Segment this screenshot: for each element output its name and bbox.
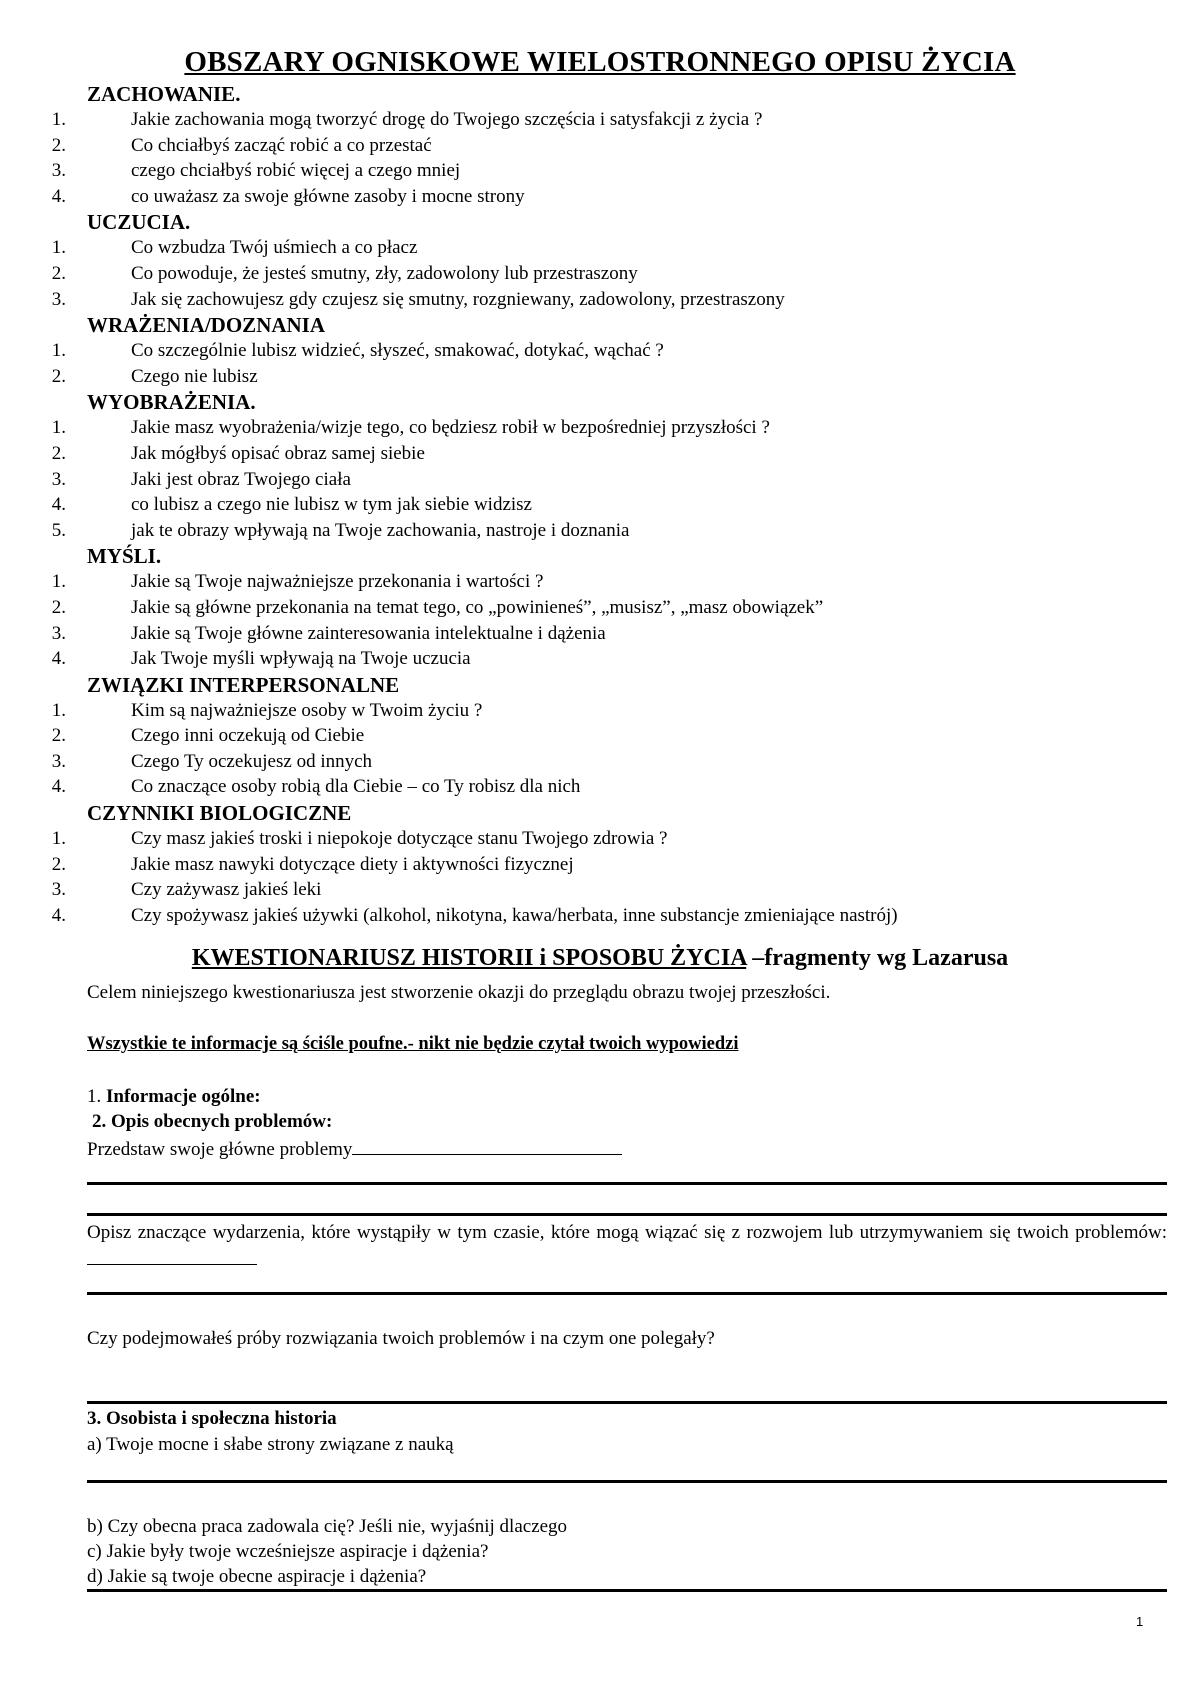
section-heading: UCZUCIA. [87, 210, 191, 235]
questionnaire-title-main: KWESTIONARIUSZ HISTORII i SPOSOBU ŻYCIA [191, 945, 747, 971]
list-item [0, 774, 1200, 800]
item-text: Jakie masz nawyki dotyczące diety i aktywności fizycznej [131, 853, 574, 875]
list-item [0, 158, 1200, 184]
item-number: 1. [51, 340, 66, 362]
item-text: Jaki jest obraz Twojego ciała [131, 468, 351, 490]
question-text: Opisz znaczące wydarzenia, które wystąpiły w tym czasie, które mogą wiązać się z rozwojem lub utrzymywaniem się twoich problemów: [87, 1222, 1167, 1243]
list-item [0, 903, 1200, 929]
list-item [0, 261, 1200, 287]
section-number: 1. [87, 1086, 102, 1107]
section-current-problems: 2. Opis obecnych problemów: [92, 1111, 333, 1132]
item-text: Co wzbudza Twój uśmiech a co płacz [131, 237, 418, 259]
question-text: Przedstaw swoje główne problemy [87, 1139, 353, 1160]
item-text: Czy masz jakieś troski i niepokoje dotyczące stanu Twojego zdrowia ? [131, 828, 668, 850]
list-item [0, 749, 1200, 775]
item-number: 2. [51, 365, 66, 387]
item-text: Czego Ty oczekujesz od innych [131, 750, 373, 772]
questionnaire-title [0, 945, 1200, 972]
answer-line[interactable] [87, 1213, 1167, 1216]
answer-line[interactable] [87, 1401, 1167, 1404]
answer-line[interactable] [87, 1292, 1167, 1295]
item-text: co uważasz za swoje główne zasoby i mocne strony [131, 185, 525, 207]
answer-blank[interactable] [87, 1246, 257, 1265]
item-text: Jak się zachowujesz gdy czujesz się smutny, rozgniewany, zadowolony, przestraszony [131, 288, 785, 310]
answer-line[interactable] [87, 1480, 1167, 1483]
item-number: 2. [51, 134, 66, 156]
item-number: 2. [51, 725, 66, 747]
list-item [0, 441, 1200, 467]
confidential-notice [87, 1034, 765, 1055]
item-number: 4. [51, 648, 66, 670]
question-significant-events [87, 1220, 1167, 1273]
question-current-aspirations: d) Jakie są twoje obecne aspiracje i dążenia? [87, 1566, 427, 1587]
question-solution-attempts: Czy podejmowałeś próby rozwiązania twoich problemów i na czym one polegały? [87, 1328, 715, 1349]
item-text: jak te obrazy wpływają na Twoje zachowania, nastroje i doznania [131, 519, 630, 541]
list-item [0, 287, 1200, 313]
item-text: Jakie zachowania mogą tworzyć drogę do Twojego szczęścia i satysfakcji z życia ? [131, 109, 763, 130]
item-text: Co powoduje, że jesteś smutny, zły, zadowolony lub przestraszony [131, 262, 638, 284]
list-item [0, 595, 1200, 621]
item-number: 2. [51, 442, 66, 464]
section-heading: WRAŻENIA/DOZNANIA [87, 313, 326, 338]
item-text: Czy spożywasz jakieś używki (alkohol, nikotyna, kawa/herbata, inne substancje zmieniające nastrój) [131, 904, 898, 926]
question-past-aspirations: c) Jakie były twoje wcześniejsze aspiracje i dążenia? [87, 1541, 489, 1562]
section-general-info [87, 1086, 261, 1108]
item-text: Jakie są Twoje główne zainteresowania intelektualne i dążenia [131, 622, 606, 644]
item-number: 3. [51, 750, 66, 772]
item-text: Kim są najważniejsze osoby w Twoim życiu ? [131, 699, 483, 721]
item-number: 3. [51, 160, 66, 182]
item-text: czego chciałbyś robić więcej a czego mniej [131, 160, 461, 182]
questionnaire-intro: Celem niniejszego kwestionariusza jest stworzenie okazji do przeglądu obrazu twojej przeszłości. [87, 982, 831, 1003]
item-text: Jakie są główne przekonania na temat tego, co „powinieneś”, „musisz”, „masz obowiązek” [131, 596, 824, 618]
item-number: 1. [51, 417, 66, 439]
item-text: Czego nie lubisz [131, 365, 258, 387]
item-number: 3. [51, 288, 66, 310]
list-item [0, 467, 1200, 493]
item-number: 4. [51, 904, 66, 926]
item-number: 1. [51, 571, 66, 593]
item-text: Czego inni oczekują od Ciebie [131, 725, 365, 747]
answer-blank[interactable] [352, 1136, 622, 1155]
list-item [0, 723, 1200, 749]
document-title: OBSZARY OGNISKOWE WIELOSTRONNEGO OPISU ŻYCIA [184, 46, 1016, 78]
confidential-text: Wszystkie te informacje są ściśle poufne.- nikt nie będzie czytał twoich wypowiedzi [87, 1034, 739, 1054]
section-heading: CZYNNIKI BIOLOGICZNE [87, 801, 352, 826]
item-number: 1. [51, 109, 66, 130]
item-text: co lubisz a czego nie lubisz w tym jak siebie widzisz [131, 494, 532, 516]
list-item [0, 184, 1200, 210]
item-number: 3. [51, 622, 66, 644]
item-number: 3. [51, 468, 66, 490]
list-item [0, 133, 1200, 159]
item-number: 1. [51, 828, 66, 850]
page-number: 1 [1136, 1614, 1144, 1629]
item-text: Jak mógłbyś opisać obraz samej siebie [131, 442, 425, 464]
item-number: 2. [51, 853, 66, 875]
section-heading: MYŚLI. [87, 544, 162, 569]
item-text: Jak Twoje myśli wpływają na Twoje uczucia [131, 648, 471, 670]
list-item [0, 698, 1200, 724]
focus-areas [0, 81, 1200, 928]
questionnaire-title-suffix: –fragmenty wg Lazarusa [746, 945, 1009, 971]
item-text: Co znaczące osoby robią dla Ciebie – co Ty robisz dla nich [131, 776, 581, 798]
item-text: Co szczególnie lubisz widzieć, słyszeć, smakować, dotykać, wąchać ? [131, 340, 664, 362]
section-personal-history: 3. Osobista i społeczna historia [87, 1408, 337, 1429]
list-item [0, 235, 1200, 261]
list-item [0, 107, 1200, 133]
item-number: 4. [51, 494, 66, 516]
question-strengths: a) Twoje mocne i słabe strony związane z nauką [87, 1434, 454, 1455]
item-number: 3. [51, 879, 66, 901]
item-number: 2. [51, 262, 66, 284]
item-number: 1. [51, 699, 66, 721]
list-item [0, 518, 1200, 544]
list-item [0, 826, 1200, 852]
answer-line[interactable] [87, 1589, 1167, 1592]
item-text: Jakie są Twoje najważniejsze przekonania i wartości ? [131, 571, 544, 593]
list-item [0, 364, 1200, 390]
list-item [0, 569, 1200, 595]
item-number: 4. [51, 776, 66, 798]
item-number: 4. [51, 185, 66, 207]
list-item [0, 621, 1200, 647]
item-text: Co chciałbyś zacząć robić a co przestać [131, 134, 432, 156]
list-item [0, 646, 1200, 672]
section-heading: ZWIĄZKI INTERPERSONALNE [87, 672, 400, 697]
item-text: Jakie masz wyobrażenia/wizje tego, co będziesz robił w bezpośredniej przyszłości ? [131, 417, 770, 439]
list-item [0, 338, 1200, 364]
question-main-problems [87, 1136, 622, 1161]
question-current-job: b) Czy obecna praca zadowala cię? Jeśli nie, wyjaśnij dlaczego [87, 1516, 568, 1537]
item-text: Czy zażywasz jakieś leki [131, 879, 322, 901]
item-number: 1. [51, 237, 66, 259]
section-label: Informacje ogólne: [106, 1086, 261, 1107]
item-number: 5. [51, 519, 66, 541]
answer-line[interactable] [87, 1182, 1167, 1185]
list-item [0, 492, 1200, 518]
item-number: 2. [51, 596, 66, 618]
list-item [0, 877, 1200, 903]
section-heading: WYOBRAŻENIA. [87, 390, 256, 415]
list-item [0, 852, 1200, 878]
list-item [0, 415, 1200, 441]
section-heading: ZACHOWANIE. [87, 82, 241, 106]
